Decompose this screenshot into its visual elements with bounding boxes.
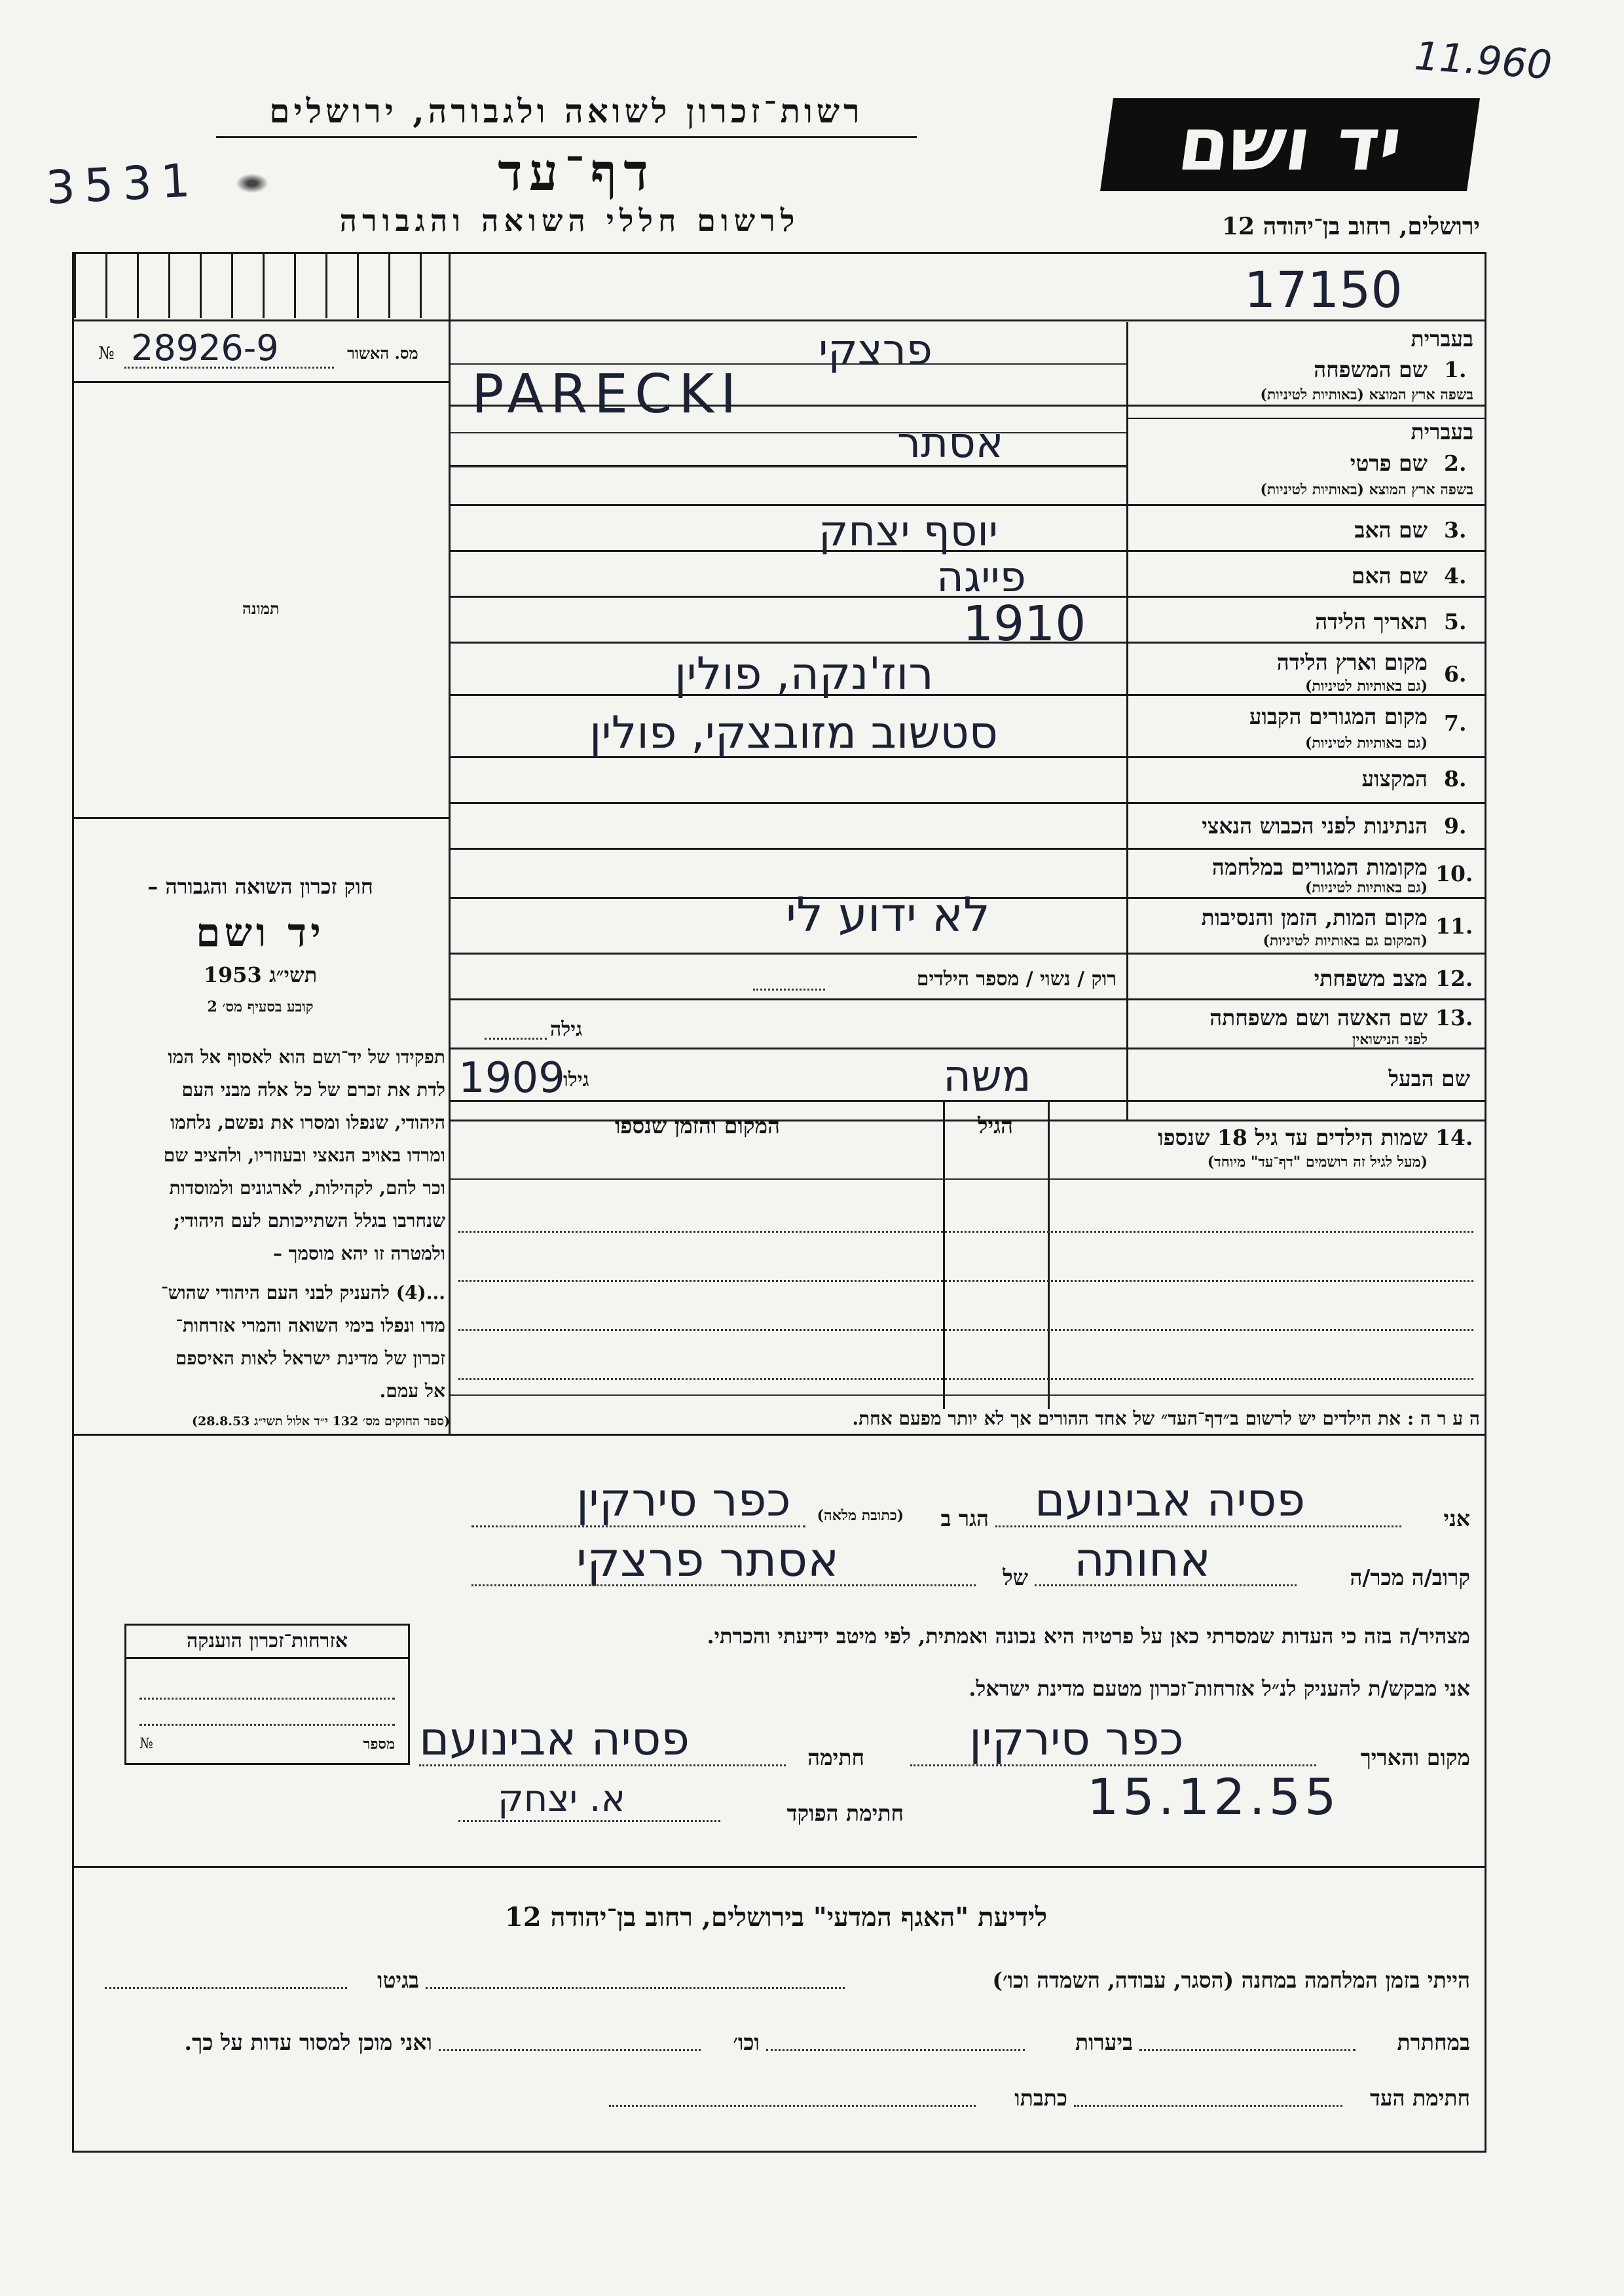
birth-date-value: 1910 [963,596,1086,652]
decl-officer-value: א. יצחק [498,1777,626,1820]
father-name-value: יוסף יצחק [819,507,999,556]
law-text-10: זכרון של מדינת ישראל לאות האיספם [175,1347,445,1369]
children-label: שמות הילדים עד גיל 18 שנספו [1158,1125,1428,1150]
address: ירושלים, רחוב בן־יהודה 12 [1221,213,1480,240]
row-6-num: 6. [1444,661,1467,687]
law-clause: קובע בסעיף מס׳ 2 [207,998,314,1015]
row-12-label: מצב משפחתי [1314,966,1428,991]
marital-options: רוק / נשוי / מספר הילדים [916,968,1116,991]
approval-prefix: № [98,344,115,363]
law-text-8: ...(4) להעניק לבני העם היהודי שהוש־ [160,1282,445,1303]
stamp-mark [236,173,268,193]
row-9-num: 9. [1444,813,1467,839]
row-11-label: מקום המות, הזמן והנסיבות [1201,905,1428,930]
footer-line2-c: וכו׳ [733,2030,760,2055]
row-1-label: שם המשפחה [1314,357,1428,382]
footer-line2-d: ואני מוכן למסור עדות על כך. [184,2030,432,2055]
row-3-num: 3. [1444,517,1467,543]
children-col-age: הגיל [978,1113,1013,1139]
decl-resides-value: כפר סירקין [576,1473,791,1527]
row-7-label: מקום המגורים הקבוע [1249,704,1428,729]
law-text-5: וכר להם, לקהילות, לארגונים ולמוסדות [169,1177,445,1199]
death-value: לא ידוע לי [786,887,990,942]
residence-value: סטשוב מזובצקי, פולין [589,707,998,759]
row-3-label: שם האב [1354,517,1428,543]
first-name-hebrew: אסתר [897,419,1004,467]
top-right-annotation: 11.960 [1412,33,1554,89]
law-text-4: ומרדו באויב הנאצי ובעוזריו, ולהציב שם [163,1144,445,1166]
row-13-note: לפני הנישואין [1352,1031,1428,1048]
law-text-2: לדת את זכרם של כל אלה מבני העם [181,1079,445,1101]
row-2-num: 2. [1444,450,1467,476]
logo-text: יד ושם [1173,102,1407,187]
authority-title: רשות־זכרון לשואה ולגבורה, ירושלים [269,92,864,130]
husband-age-label: גילו [563,1068,589,1091]
row-10-num: 10. [1435,861,1473,886]
family-name-latin: PARECKI [471,363,743,426]
decl-signature-label: חתימה [807,1745,864,1770]
mother-name-value: פייגה [936,553,1026,602]
row-8-label: המקצוע [1361,766,1428,792]
children-num: 14. [1435,1125,1473,1150]
law-text-3: היהודי, שנפלו ומסרו את נפשם, נלחמו [170,1112,445,1133]
row-5-num: 5. [1444,609,1467,634]
row-7-num: 7. [1444,710,1467,736]
top-left-annotation: 3531 [45,153,201,215]
children-col-place: המקום והזמן שנספו [614,1113,781,1139]
wife-age-label: גילה [550,1018,583,1041]
row-2-note: בשפה ארץ המוצא (באותיות לטיניות) [1260,481,1473,498]
approval-number: 28926-9 [131,327,279,369]
footer-line1-b: בגיטו [377,1967,419,1993]
footer-title: לידיעת "האגף המדעי" בירושלים, רחוב בן־יהודה 12 [504,1902,1048,1933]
law-title: חוק זכרון השואה והגבורה – [147,874,373,899]
decl-i-value: פסיה אבינועם [1035,1473,1306,1527]
husband-age-value: 1909 [458,1054,565,1102]
decl-relative-label: קרוב/ה מכר/ה [1350,1565,1470,1590]
footer-line3-a: חתימת העד [1369,2085,1470,2111]
form-title: דף־עד [498,143,655,202]
citizenship-box [124,1624,410,1765]
footer-line2-a: במחתרת [1397,2030,1470,2055]
law-text-7: ולמטרה זו יהא מוסמך – [272,1243,445,1264]
birth-place-value: רוז'נקה, פולין [674,648,934,700]
row-1-lang: בעברית [1411,326,1473,352]
law-text-6: שנחרבו בגלל השתייכותם לעם היהודי; [173,1210,445,1231]
citizenship-title: אזרחות־זכרון הוענקה [186,1630,348,1652]
citizenship-number-prefix: № [139,1736,153,1752]
law-year: תשי״ג 1953 [203,962,318,987]
tick-strip [74,254,449,318]
decl-place-value: כפר סירקין [969,1712,1184,1766]
row-1-num: 1. [1444,357,1467,382]
footer-line2-b: ביערות [1075,2030,1133,2055]
decl-i-label: אני [1443,1506,1470,1531]
row-1-note: בשפה ארץ המוצא (באותיות לטיניות) [1260,386,1473,403]
row-2-lang: בעברית [1411,419,1473,445]
decl-place-date-label: מקום והאריך [1360,1745,1470,1770]
row-6-note: (גם באותיות לטיניות) [1304,678,1428,695]
decl-statement-2: אני מבקש/ת להעניק לנ״ל אזרחות־זכרון מטעם מדינת ישראל. [969,1676,1470,1701]
footer-line3-b: כתבתו [1014,2085,1067,2111]
citizenship-number-label: מספר [363,1736,395,1753]
law-text-9: מדו ונפלו בימי השואה והמרי אזרחות־ [175,1315,445,1336]
law-source: (ספר החוקים מס׳ 132 י״ד אלול תשי״ג 28.8.53) [192,1414,450,1429]
row-10-label: מקומות המגורים במלחמה [1211,854,1428,880]
row-11-note: (המקום גם באותיות לטיניות) [1263,932,1428,949]
row-2-label: שם פרטי [1350,450,1428,476]
row-6-label: מקום וארץ הלידה [1276,649,1428,675]
decl-of-label: של [1003,1565,1028,1590]
row-7-note: (גם באותיות לטיניות) [1304,735,1428,752]
row-13-label: שם האשה ושם משפחתה [1209,1005,1428,1030]
row-4-label: שם האם [1351,563,1428,589]
children-remark: ה ע ר ה : את הילדים יש לרשום ב״דף־העד״ של אחד ההורים אך לא יותר מפעם אחת. [852,1408,1480,1429]
row-5-label: תאריך הלידה [1315,609,1428,634]
row-12-num: 12. [1435,966,1473,991]
decl-date-value: 15.12.55 [1087,1768,1340,1826]
decl-officer-label: חתימת הפוקד [786,1800,904,1826]
law-text-11: אל עמם. [379,1380,445,1402]
decl-of-value: אסתר פרצקי [576,1532,840,1587]
yad-vashem-logo [1100,98,1480,191]
form-purpose: לרשום חללי השואה והגבורה [339,203,800,238]
footer-line1-a: הייתי בזמן המלחמה במחנה (הסגר, עבודה, השמדה וכו׳) [992,1967,1470,1993]
law-name: יד ושם [196,910,325,956]
law-text-1: תפקידו של יד־ושם הוא לאסוף אל המו [168,1046,445,1068]
husband-label: שם הבעל [1388,1066,1470,1091]
row-8-num: 8. [1444,766,1467,792]
decl-resides-label: הגר ב [940,1506,989,1531]
decl-relative-value: אחותה [1074,1532,1211,1587]
row-13-num: 13. [1435,1005,1473,1030]
decl-full-address-label: (כתובת מלאה) [817,1507,904,1524]
row-11-num: 11. [1435,913,1473,939]
decl-signature-value: פסיה אבינועם [419,1712,690,1766]
husband-name-value: משה [943,1051,1031,1101]
approval-label: מס. האשור [347,344,418,363]
row-10-note: (גם באותיות לטיניות) [1304,879,1428,896]
photo-label: תמונה [242,599,280,618]
family-name-hebrew: פרצקי [819,326,932,374]
children-note: (מעל לגיל זה רושמים "דף־עד" מיוחד) [1207,1154,1428,1171]
row-4-num: 4. [1444,563,1467,589]
decl-statement-1: מצהיר/ה בזה כי העדות שמסרתי כאן על פרטיה היא נכונה ואמתית, לפי מיטב ידיעתי והכרתי. [707,1624,1470,1649]
record-number: 17150 [1244,261,1403,319]
row-9-label: הנתינות לפני הכבוש הנאצי [1202,813,1428,839]
